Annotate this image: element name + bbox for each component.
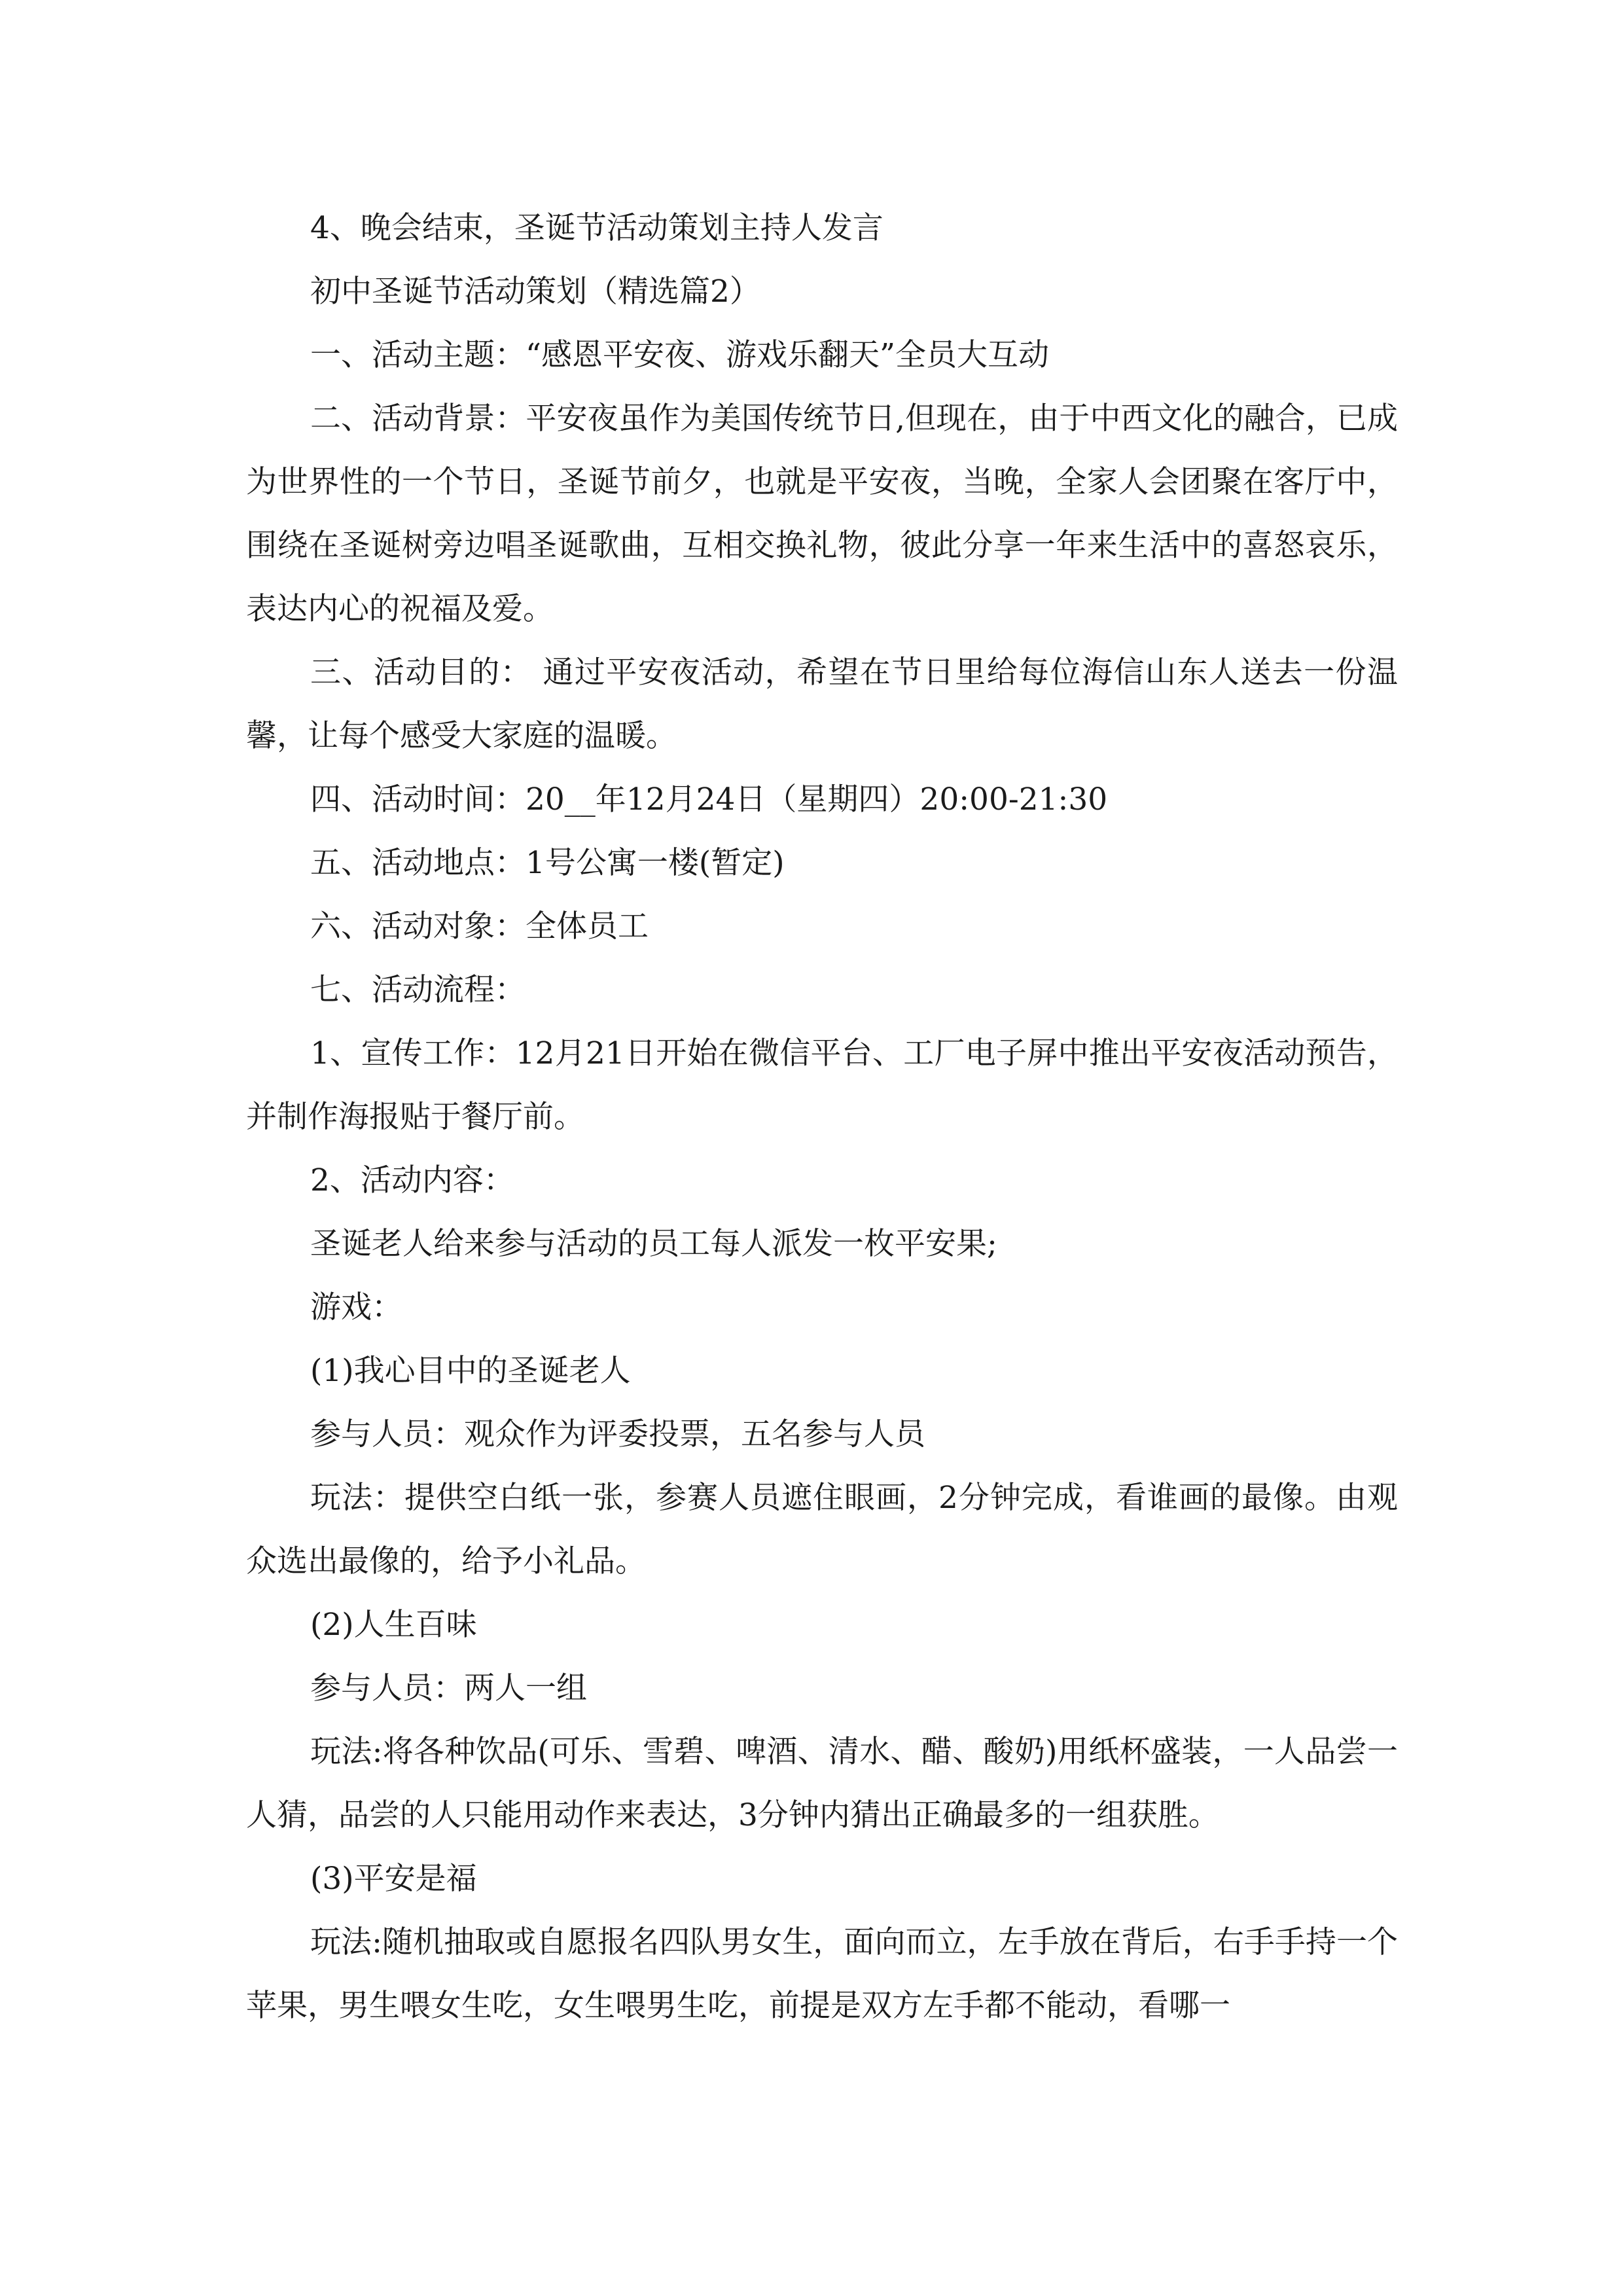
paragraph-purpose: 三、活动目的： 通过平安夜活动，希望在节日里给每位海信山东人送去一份温馨，让每个感受大家庭的温暖。	[246, 655, 1398, 754]
game-1-rules: 玩法：提供空白纸一张，参赛人员遮住眼画，2分钟完成，看谁画的最像。由观众选出最像的，给予小礼品。	[246, 1480, 1398, 1579]
game-1-participants: 参与人员：观众作为评委投票，五名参与人员	[310, 1416, 925, 1452]
document-body	[246, 196, 1398, 2037]
paragraph-promotion: 1、宣传工作：12月21日开始在微信平台、工厂电子屏中推出平安夜活动预告，并制作海报贴于餐厅前。	[246, 1035, 1398, 1135]
paragraph-process-heading: 七、活动流程：	[310, 972, 526, 1008]
game-2-rules: 玩法:将各种饮品(可乐、雪碧、啤酒、清水、醋、酸奶)用纸杯盛装，一人品尝一人猜，品尝的人只能用动作来表达，3分钟内猜出正确最多的一组获胜。	[246, 1734, 1398, 1833]
game-2-title: (2)人生百味	[310, 1607, 477, 1643]
paragraph-time: 四、活动时间：20__年12月24日（星期四）20:00-21:30	[310, 781, 1108, 817]
game-1-title: (1)我心目中的圣诞老人	[310, 1353, 631, 1389]
section-title: 初中圣诞节活动策划（精选篇2）	[310, 274, 760, 310]
paragraph-games-heading: 游戏：	[310, 1289, 402, 1325]
paragraph-content-heading: 2、活动内容：	[310, 1162, 514, 1198]
paragraph-santa-gift: 圣诞老人给来参与活动的员工每人派发一枚平安果;	[310, 1226, 997, 1262]
paragraph-theme: 一、活动主题：“感恩平安夜、游戏乐翻天”全员大互动	[310, 337, 1050, 373]
game-3-rules: 玩法:随机抽取或自愿报名四队男女生，面向而立，左手放在背后，右手手持一个苹果，男生喂女生吃，女生喂男生吃，前提是双方左手都不能动，看哪一	[246, 1924, 1398, 2024]
paragraph-closing-speech: 4、晚会结束，圣诞节活动策划主持人发言	[310, 210, 883, 246]
game-2-participants: 参与人员：两人一组	[310, 1670, 587, 1706]
paragraph-audience: 六、活动对象：全体员工	[310, 908, 649, 944]
paragraph-background: 二、活动背景：平安夜虽作为美国传统节日,但现在，由于中西文化的融合，已成为世界性的一个节日，圣诞节前夕，也就是平安夜，当晚，全家人会团聚在客厅中，围绕在圣诞树旁边唱圣诞歌曲，互相交换礼物，彼此分享一年来生活中的喜怒哀乐，表达内心的祝福及爱。	[246, 401, 1398, 627]
paragraph-location: 五、活动地点：1号公寓一楼(暂定)	[310, 845, 785, 881]
game-3-title: (3)平安是福	[310, 1861, 477, 1897]
